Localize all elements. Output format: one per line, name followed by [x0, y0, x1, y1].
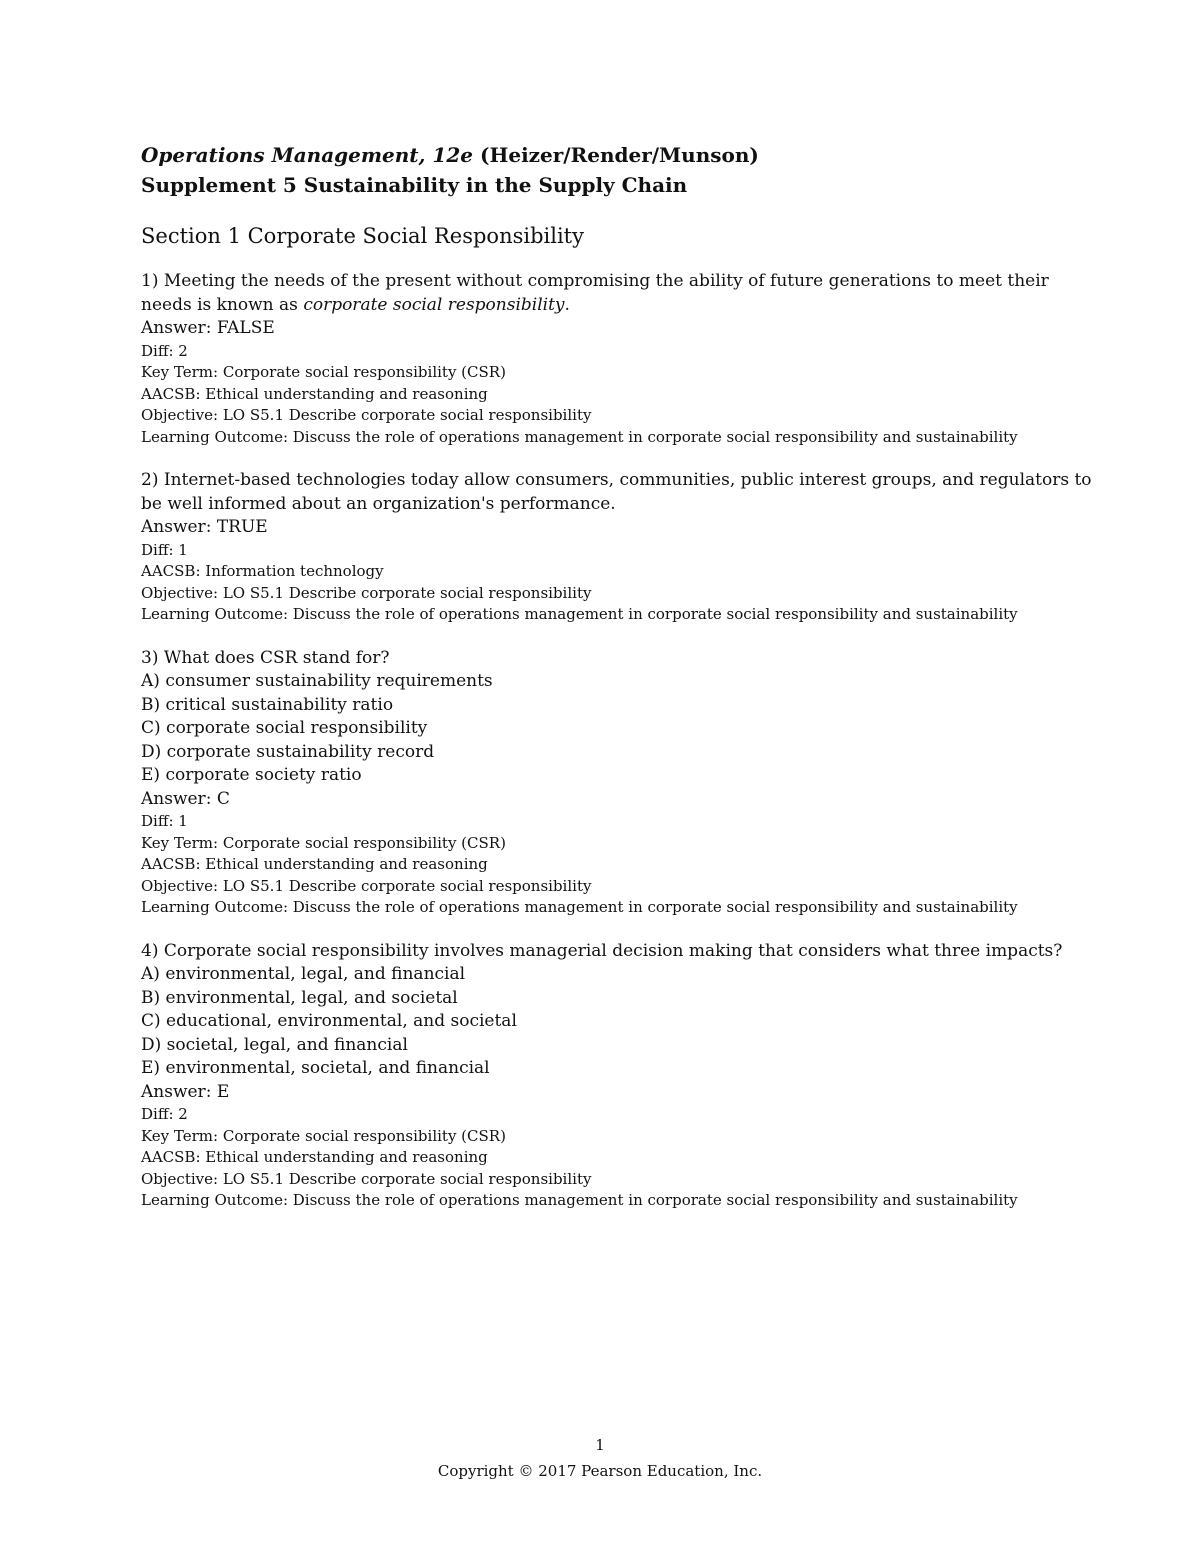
- meta-line: Learning Outcome: Discuss the role of operations management in corporate social responsibility and sustainability: [141, 898, 1018, 916]
- meta-line: Diff: 2: [141, 1105, 188, 1123]
- meta-line: Objective: LO S5.1 Describe corporate social responsibility: [141, 876, 592, 895]
- answer-line: Answer: C: [141, 788, 230, 809]
- question-2: [141, 469, 1101, 626]
- meta-line: Objective: LO S5.1 Describe corporate social responsibility: [141, 406, 592, 424]
- meta-line: AACSB: Information technology: [141, 562, 384, 580]
- emphasis-term: corporate social responsibility: [303, 294, 565, 315]
- section-heading: Section 1 Corporate Social Responsibility: [141, 224, 584, 248]
- question-stem: 1) Meeting the needs of the present without compromising the ability of future generations to meet their needs is known as corporate social responsibility.: [141, 271, 1049, 315]
- answer-option: B) environmental, legal, and societal: [141, 987, 458, 1008]
- question-stem: 3) What does CSR stand for?: [141, 647, 390, 668]
- book-title: Operations Management, 12e: [141, 143, 474, 167]
- question-3: [141, 647, 1101, 919]
- question-stem: 2) Internet-based technologies today allow consumers, communities, public interest groups, and regulators to be well informed about an organization's performance.: [141, 470, 1092, 514]
- meta-line: Objective: LO S5.1 Describe corporate social responsibility: [141, 1169, 592, 1188]
- page-number: 1: [595, 1436, 605, 1454]
- page-content: [141, 140, 1101, 1233]
- meta-line: Key Term: Corporate social responsibility (CSR): [141, 363, 506, 381]
- answer-line: Answer: TRUE: [141, 517, 268, 537]
- meta-line: Learning Outcome: Discuss the role of operations management in corporate social responsibility and sustainability: [141, 1191, 1018, 1209]
- meta-line: Objective: LO S5.1 Describe corporate social responsibility: [141, 583, 592, 602]
- meta-line: Learning Outcome: Discuss the role of operations management in corporate social responsibility and sustainability: [141, 605, 1018, 623]
- answer-option: C) corporate social responsibility: [141, 718, 428, 738]
- answer-option: D) societal, legal, and financial: [141, 1034, 408, 1055]
- document-title: [141, 140, 1101, 170]
- answer-line: Answer: FALSE: [141, 318, 275, 338]
- meta-line: Learning Outcome: Discuss the role of operations management in corporate social responsibility and sustainability: [141, 427, 1018, 446]
- answer-option: E) environmental, societal, and financial: [141, 1058, 490, 1078]
- meta-line: AACSB: Ethical understanding and reasoning: [141, 855, 488, 873]
- meta-line: Diff: 1: [141, 540, 188, 559]
- meta-line: AACSB: Ethical understanding and reasoning: [141, 1148, 488, 1166]
- answer-option: C) educational, environmental, and societal: [141, 1011, 517, 1031]
- meta-line: Diff: 2: [141, 341, 188, 360]
- answer-option: E) corporate society ratio: [141, 765, 362, 785]
- answer-line: Answer: E: [141, 1081, 230, 1102]
- answer-option: D) corporate sustainability record: [141, 741, 435, 762]
- authors: (Heizer/Render/Munson): [480, 143, 759, 167]
- question-stem: 4) Corporate social responsibility involves managerial decision making that considers what three impacts?: [141, 940, 1063, 961]
- question-1: [141, 270, 1101, 448]
- meta-line: Key Term: Corporate social responsibility (CSR): [141, 833, 506, 852]
- document-subtitle: Supplement 5 Sustainability in the Supply Chain: [141, 173, 688, 197]
- answer-option: B) critical sustainability ratio: [141, 694, 394, 715]
- meta-line: AACSB: Ethical understanding and reasoning: [141, 384, 488, 403]
- answer-option: A) consumer sustainability requirements: [141, 671, 493, 691]
- copyright-notice: Copyright © 2017 Pearson Education, Inc.: [437, 1462, 763, 1480]
- question-4: [141, 940, 1101, 1212]
- meta-line: Diff: 1: [141, 812, 188, 830]
- meta-line: Key Term: Corporate social responsibility (CSR): [141, 1126, 506, 1145]
- answer-option: A) environmental, legal, and financial: [141, 964, 466, 984]
